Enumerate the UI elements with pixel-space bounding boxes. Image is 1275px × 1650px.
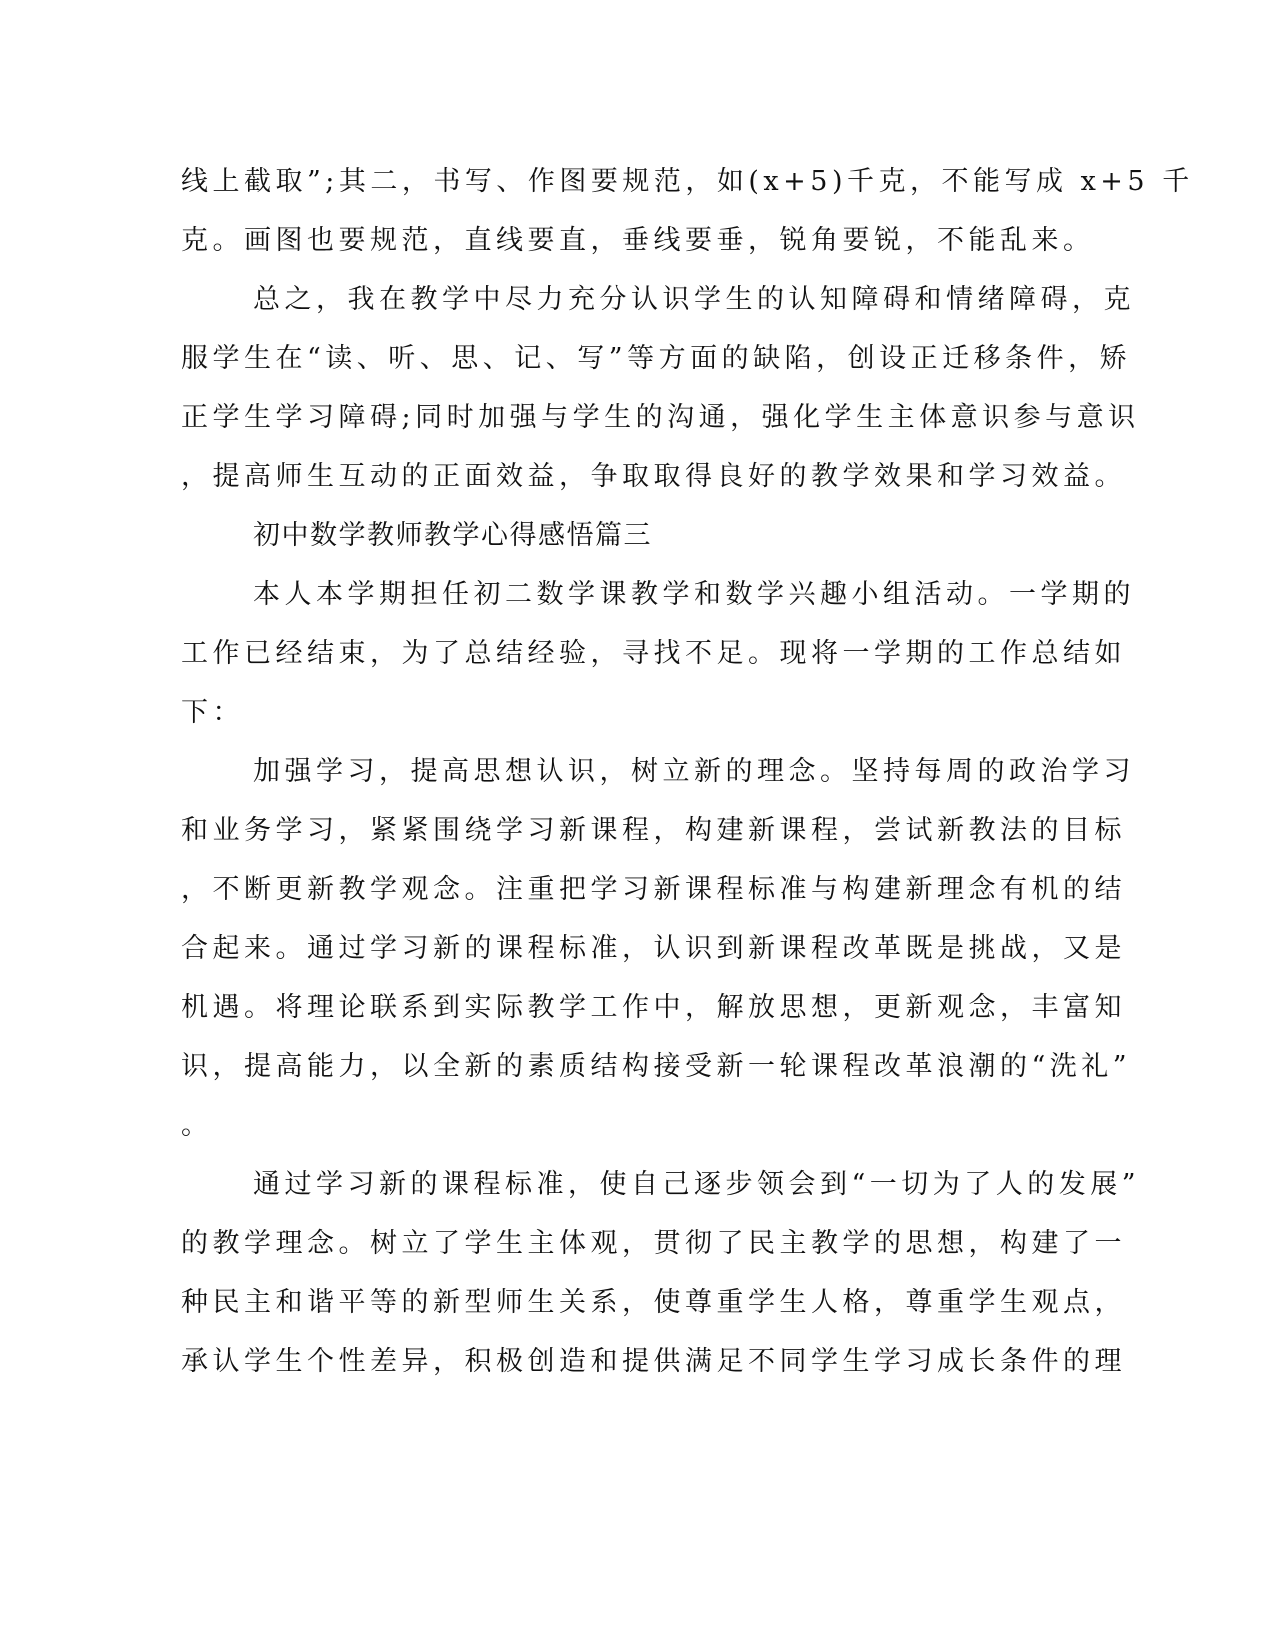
text-line <box>0 160 1275 204</box>
text-line <box>0 278 1275 322</box>
text-line <box>0 396 1275 440</box>
text-line <box>0 337 1275 381</box>
text-line <box>0 1281 1275 1325</box>
text-line-content: 的教学理念。树立了学生主体观，贯彻了民主教学的思想，构建了一 <box>181 1228 1126 1259</box>
text-line <box>0 573 1275 617</box>
text-line <box>0 927 1275 971</box>
text-line-content: 识，提高能力，以全新的素质结构接受新一轮课程改革浪潮的“洗礼” <box>181 1051 1132 1082</box>
text-line-content: 正学生学习障碍;同时加强与学生的沟通，强化学生主体意识参与意识 <box>181 402 1140 433</box>
text-line-content: 工作已经结束，为了总结经验，寻找不足。现将一学期的工作总结如 <box>181 638 1126 669</box>
text-line <box>0 455 1275 499</box>
text-line <box>0 868 1275 912</box>
text-line <box>0 1045 1275 1089</box>
text-line-content: 线上截取”;其二，书写、作图要规范，如(x+5)千克，不能写成 x+5 千 <box>181 166 1194 197</box>
text-line <box>0 1163 1275 1207</box>
text-line-content: 本人本学期担任初二数学课教学和数学兴趣小组活动。一学期的 <box>253 579 1135 610</box>
text-line-content: 承认学生个性差异，积极创造和提供满足不同学生学习成长条件的理 <box>181 1346 1126 1377</box>
text-line-content: 总之，我在教学中尽力充分认识学生的认知障碍和情绪障碍，克 <box>253 284 1135 315</box>
text-line-content: 合起来。通过学习新的课程标准，认识到新课程改革既是挑战，又是 <box>181 933 1126 964</box>
text-line <box>0 1340 1275 1384</box>
text-line-content: 下： <box>181 697 244 728</box>
text-line-content: 通过学习新的课程标准，使自己逐步领会到“一切为了人的发展” <box>253 1169 1141 1200</box>
text-line <box>0 219 1275 263</box>
text-line <box>0 1222 1275 1266</box>
text-line-content: 和业务学习，紧紧围绕学习新课程，构建新课程，尝试新教法的目标 <box>181 815 1126 846</box>
section-heading <box>0 514 1275 558</box>
text-line <box>0 691 1275 735</box>
section-heading-text: 初中数学教师教学心得感悟篇三 <box>253 520 652 551</box>
text-line-content: 克。画图也要规范，直线要直，垂线要垂，锐角要锐，不能乱来。 <box>181 225 1095 256</box>
text-line <box>0 809 1275 853</box>
text-line <box>0 986 1275 1030</box>
text-line-content: ，不断更新教学观念。注重把学习新课程标准与构建新理念有机的结 <box>181 874 1126 905</box>
text-line-content: 。 <box>181 1110 213 1141</box>
text-line-content: 种民主和谐平等的新型师生关系，使尊重学生人格，尊重学生观点， <box>181 1287 1126 1318</box>
text-line-content: 服学生在“读、听、思、记、写”等方面的缺陷，创设正迁移条件，矫 <box>181 343 1132 374</box>
text-line <box>0 1104 1275 1148</box>
text-line <box>0 632 1275 676</box>
text-line <box>0 750 1275 794</box>
text-line-content: 加强学习，提高思想认识，树立新的理念。坚持每周的政治学习 <box>253 756 1135 787</box>
text-line-content: ，提高师生互动的正面效益，争取取得良好的教学效果和学习效益。 <box>181 461 1126 492</box>
text-line-content: 机遇。将理论联系到实际教学工作中，解放思想，更新观念，丰富知 <box>181 992 1126 1023</box>
